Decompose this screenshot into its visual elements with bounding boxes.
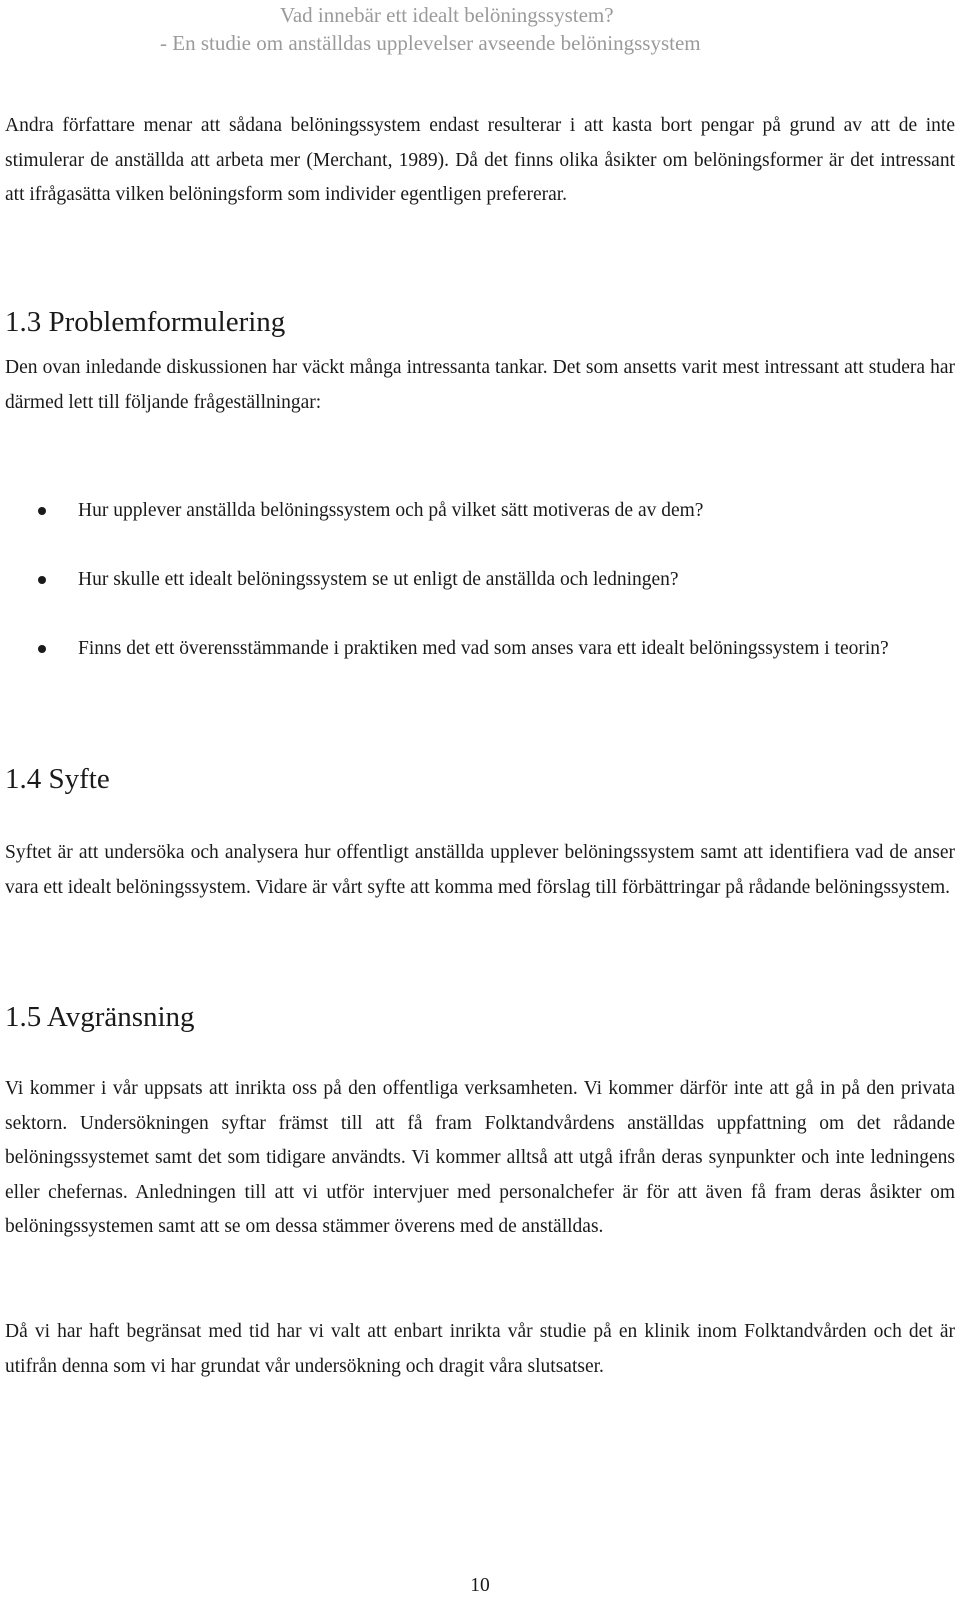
header-title: Vad innebär ett idealt belöningssystem?	[280, 3, 614, 27]
heading-problemformulering: 1.3 Problemformulering	[5, 306, 286, 338]
bullet-icon	[38, 645, 46, 653]
heading-syfte: 1.4 Syfte	[5, 763, 110, 795]
page-number: 10	[470, 1575, 490, 1596]
list-item-text: Hur skulle ett idealt belöningssystem se ut enligt de anställda och ledningen?	[78, 569, 679, 590]
heading-avgransning: 1.5 Avgränsning	[5, 1001, 195, 1033]
list-item-text: Hur upplever anställda belöningssystem och på vilket sätt motiveras de av dem?	[78, 500, 704, 521]
syfte-paragraph: Syftet är att undersöka och analysera hur offentligt anställda upplever belöningssystem samt att identifiera vad de anser vara ett idealt belöningssystem. Vidare är vårt syfte att komma med förslag till förbättringar på rådande belöningssystem.	[5, 842, 955, 898]
problemformulering-paragraph: Den ovan inledande diskussionen har väckt många intressanta tankar. Det som ansetts varit mest intressant att studera har därmed lett till följande frågeställningar:	[5, 357, 955, 413]
bullet-icon	[38, 576, 46, 584]
bullet-icon	[38, 507, 46, 515]
intro-paragraph: Andra författare menar att sådana belöningssystem endast resulterar i att kasta bort pengar på grund av att de inte stimulerar de anställda att arbeta mer (Merchant, 1989). Då det finns olika åsikter om belöningsformer är det intressant att ifrågasätta vilken belöningsform som individer egentligen prefererar.	[5, 115, 955, 205]
avgransning-paragraph-2: Då vi har haft begränsat med tid har vi valt att enbart inrikta vår studie på en klinik inom Folktandvården och det är utifrån denna som vi har grundat vår undersökning och dragit våra slutsatser.	[5, 1321, 955, 1377]
header-subtitle: - En studie om anställdas upplevelser avseende belöningssystem	[160, 31, 701, 55]
avgransning-paragraph-1: Vi kommer i vår uppsats att inrikta oss på den offentliga verksamheten. Vi kommer därför inte att gå in på den privata sektorn. Undersökningen syftar främst till att få fram Folktandvårdens anställdas uppfattning om det rådande belöningssystemet samt det som tidigare användts. Vi kommer alltså att utgå ifrån deras synpunkter och inte ledningens eller chefernas. Anledningen till att vi utför intervjuer med personalchefer är för att även få fram deras åsikter om belöningssystemen samt att se om dessa stämmer överens med de anställdas.	[5, 1078, 955, 1237]
list-item-text: Finns det ett överensstämmande i praktiken med vad som anses vara ett idealt belöningssystem i teorin?	[78, 638, 889, 659]
